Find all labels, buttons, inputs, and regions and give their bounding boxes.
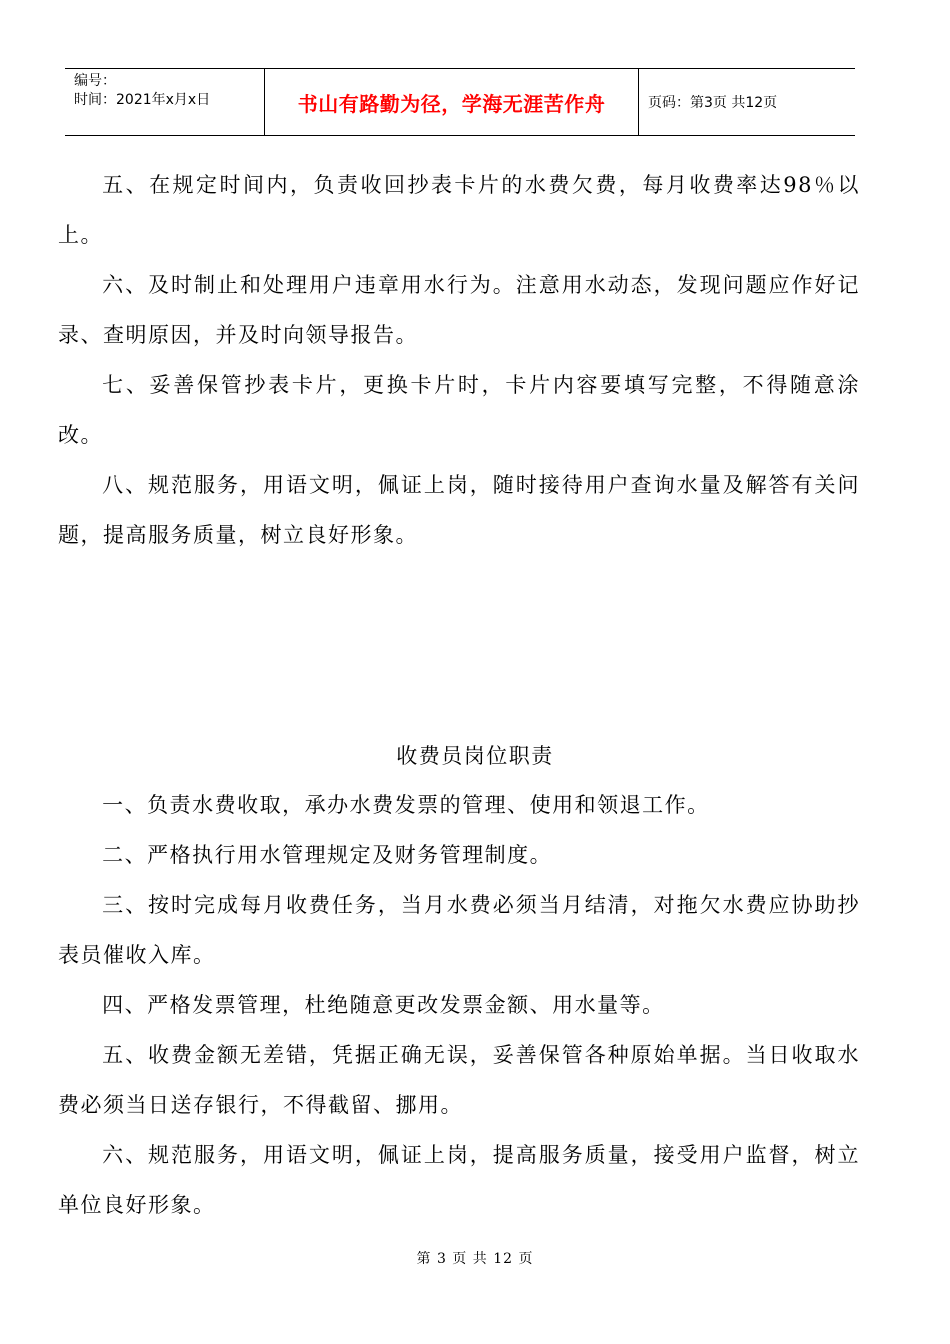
paragraph: 七、妥善保管抄表卡片，更换卡片时，卡片内容要填写完整，不得随意涂改。 — [58, 373, 860, 447]
paragraph: 五、收费金额无差错，凭据正确无误，妥善保管各种原始单据。当日收取水费必须当日送存银行，不得截留、挪用。 — [58, 1043, 860, 1117]
paragraph: 二、严格执行用水管理规定及财务管理制度。 — [102, 843, 553, 867]
paragraph: 六、规范服务，用语文明，佩证上岗，提高服务质量，接受用户监督，树立单位良好形象。 — [58, 1143, 860, 1217]
page-footer: 第 3 页 共 12 页 — [416, 1251, 534, 1267]
header-page-code: 页码：第3页 共12页 — [648, 95, 778, 111]
paragraph: 五、在规定时间内，负责收回抄表卡片的水费欠费，每月收费率达98％以上。 — [58, 173, 860, 247]
section-1-body — [58, 160, 860, 560]
document-number-label: 编号： — [74, 73, 116, 89]
paragraph: 三、按时完成每月收费任务，当月水费必须当月结清，对拖欠水费应协助抄表员催收入库。 — [58, 893, 860, 967]
paragraph: 一、负责水费收取，承办水费发票的管理、使用和领退工作。 — [102, 793, 710, 817]
header-meta — [65, 69, 265, 135]
paragraph: 四、严格发票管理，杜绝随意更改发票金额、用水量等。 — [102, 993, 665, 1017]
section-2-title: 收费员岗位职责 — [396, 744, 554, 768]
paragraph: 八、规范服务，用语文明，佩证上岗，随时接待用户查询水量及解答有关问题，提高服务质量，树立良好形象。 — [58, 473, 860, 547]
paragraph: 六、及时制止和处理用户违章用水行为。注意用水动态，发现问题应作好记录、查明原因，并及时向领导报告。 — [58, 273, 860, 347]
document-time-label: 时间：2021年x月x日 — [74, 92, 211, 108]
header-motto: 书山有路勤为径，学海无涯苦作舟 — [265, 69, 639, 135]
page-header — [65, 68, 855, 136]
section-2-body — [58, 780, 860, 1230]
